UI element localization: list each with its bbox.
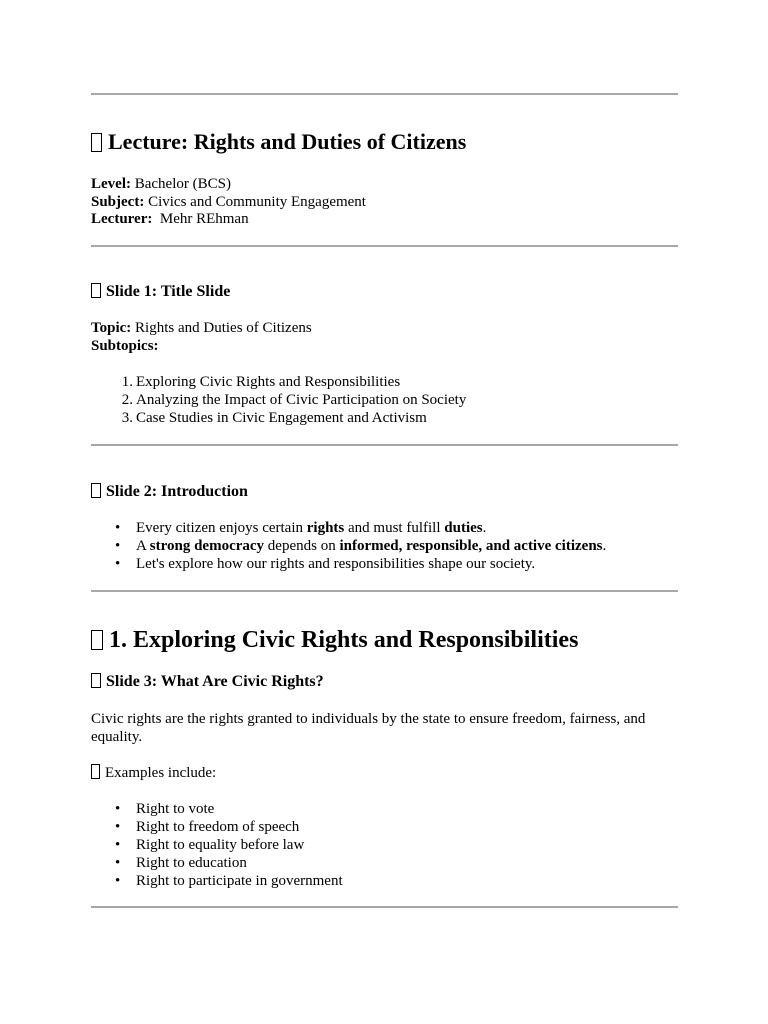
topic-value: Rights and Duties of Citizens: [131, 320, 312, 336]
bold-run: duties: [444, 520, 483, 536]
divider: [91, 906, 678, 908]
box-glyph-icon: [91, 283, 101, 298]
list-item-text: Right to freedom of speech: [136, 819, 300, 835]
divider: [91, 93, 678, 95]
subtopics-list: [91, 373, 678, 427]
list-item: [91, 409, 678, 427]
slide1-heading: [91, 282, 678, 302]
subtopics-line: [91, 337, 678, 355]
text-run: A: [136, 538, 150, 554]
slide3-heading-text: Slide 3: What Are Civic Rights?: [106, 673, 324, 690]
list-item: [91, 391, 678, 409]
bullet-icon: •: [115, 556, 121, 572]
list-item: [91, 555, 678, 573]
meta-subject-label: Subject:: [91, 193, 145, 210]
lecture-title-text: Lecture: Rights and Duties of Citizens: [108, 129, 467, 154]
bullet-icon: •: [115, 873, 121, 889]
meta-lecturer: [91, 210, 678, 228]
divider: [91, 444, 678, 446]
meta-subject: [91, 193, 678, 211]
meta-level: [91, 175, 678, 193]
list-item: [91, 373, 678, 391]
bullet-icon: •: [115, 801, 121, 817]
list-item: [91, 872, 678, 890]
bold-run: informed, responsible, and active citizens: [339, 538, 603, 554]
meta-subject-value: Civics and Community Engagement: [144, 193, 366, 210]
text-run: Every citizen enjoys certain: [136, 520, 307, 536]
slide1-heading-text: Slide 1: Title Slide: [106, 283, 231, 300]
section1-heading: [91, 626, 678, 654]
list-item: [91, 519, 678, 537]
list-item: [91, 800, 678, 818]
divider: [91, 590, 678, 592]
list-item-text: Right to equality before law: [136, 837, 305, 853]
bold-run: strong democracy: [149, 538, 265, 554]
list-item-text: Case Studies in Civic Engagement and Activism: [136, 410, 427, 426]
slide2-heading: [91, 482, 678, 502]
lecture-meta: [91, 175, 678, 228]
list-item-text: Right to education: [136, 855, 247, 871]
intro-list: [91, 519, 678, 573]
divider: [91, 245, 678, 247]
list-item: [91, 537, 678, 555]
list-item-text: Let's explore how our rights and responsibilities shape our society.: [136, 556, 536, 572]
box-glyph-icon: [91, 483, 101, 498]
list-item-text: Right to vote: [136, 801, 215, 817]
list-item-text: Right to participate in government: [136, 873, 343, 889]
box-glyph-icon: [91, 673, 101, 688]
bullet-icon: •: [115, 855, 121, 871]
bullet-icon: •: [115, 819, 121, 835]
section1-heading-text: 1. Exploring Civic Rights and Responsibilities: [109, 627, 579, 653]
meta-level-label: Level:: [91, 176, 131, 192]
box-glyph-icon: [91, 133, 102, 152]
slide2-heading-text: Slide 2: Introduction: [106, 483, 248, 500]
bold-run: rights: [306, 520, 345, 536]
text-run: and must fulfill: [344, 520, 445, 536]
list-item: [91, 854, 678, 872]
topic-line: [91, 319, 678, 337]
bullet-icon: •: [115, 520, 121, 536]
examples-label-text: Examples include:: [105, 765, 217, 781]
slide3-paragraph: Civic rights are the rights granted to individuals by the state to ensure freedom, fairness, and equality.: [91, 711, 646, 745]
bullet-icon: •: [115, 837, 121, 853]
bullet-icon: •: [115, 538, 121, 554]
meta-lecturer-label: Lecturer:: [91, 211, 153, 227]
text-run: depends on: [264, 538, 340, 554]
meta-level-value: Bachelor (BCS): [130, 176, 231, 192]
list-number: 1.: [121, 374, 133, 390]
box-glyph-icon: [91, 764, 100, 779]
list-item: [91, 836, 678, 854]
list-item-text: Exploring Civic Rights and Responsibilities: [136, 374, 401, 390]
lecture-title: [91, 129, 678, 155]
subtopics-label: Subtopics:: [91, 337, 159, 354]
list-item: [91, 818, 678, 836]
text-run: .: [602, 538, 607, 554]
slide1-topic: [91, 319, 678, 354]
examples-list: [91, 800, 678, 890]
examples-label: [91, 764, 678, 782]
box-glyph-icon: [91, 630, 103, 650]
text-run: .: [482, 520, 487, 536]
meta-lecturer-value: Mehr REhman: [152, 211, 249, 227]
list-item-text: Analyzing the Impact of Civic Participation on Society: [136, 392, 467, 408]
list-number: 3.: [121, 410, 133, 426]
slide3-heading: [91, 672, 678, 692]
topic-label: Topic:: [91, 320, 132, 336]
list-number: 2.: [121, 392, 133, 408]
